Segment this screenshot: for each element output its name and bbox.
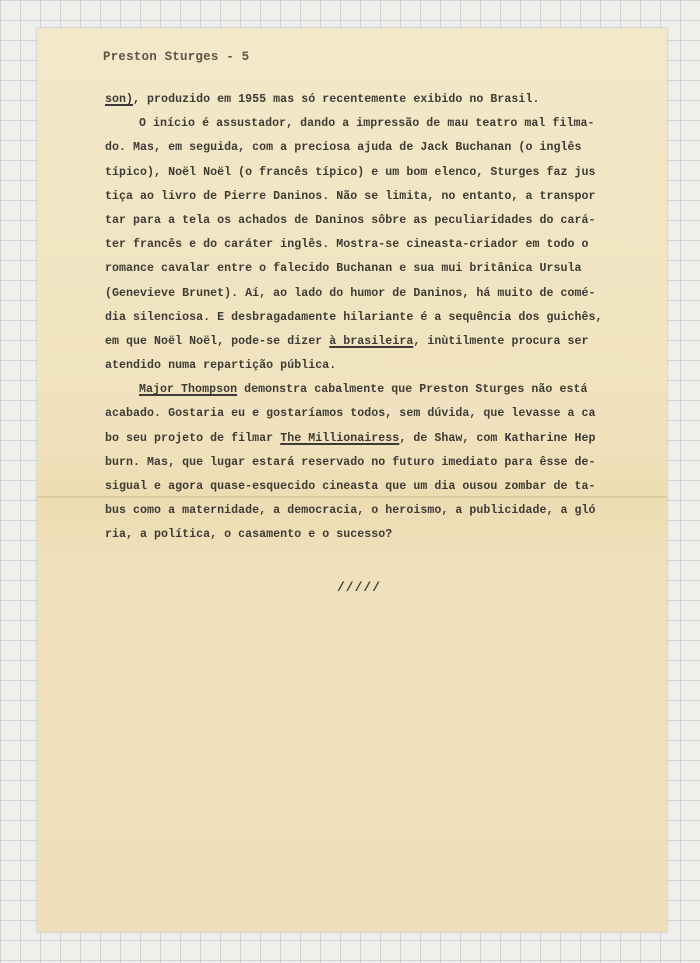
text-line [105, 306, 645, 330]
text-line [105, 257, 645, 281]
typewritten-page [37, 28, 667, 932]
text-line [105, 427, 645, 451]
text-line [105, 402, 645, 426]
text-line [105, 354, 645, 378]
text-line [105, 161, 645, 185]
end-mark: ///// [337, 580, 382, 595]
text-segment: burn. Mas, que lugar estará reservado no futuro imediato para êsse de- [105, 455, 596, 469]
text-segment: bo seu projeto de filmar [105, 431, 281, 445]
text-line [105, 475, 645, 499]
text-segment: ria, a política, o casamento e o sucesso? [105, 528, 393, 542]
text-segment: , inùtilmente procura ser [413, 334, 589, 348]
text-segment: dia silenciosa. E desbragadamente hilariante é a sequência dos guichês, [105, 310, 603, 324]
text-segment: tiça ao livro de Pierre Daninos. Não se limita, no entanto, a transpor [105, 189, 596, 203]
page-header: Preston Sturges - 5 [103, 50, 250, 64]
text-line [105, 233, 645, 257]
text-segment: sigual e agora quase-esquecido cineasta que um dia ousou zombar de ta- [105, 480, 596, 493]
text-segment: ter francês e do caráter inglês. Mostra-se cineasta-criador em todo o [105, 238, 589, 252]
text-line [105, 185, 645, 209]
text-line [105, 378, 645, 402]
text-line [105, 112, 645, 136]
text-segment: em que Noël Noël, pode-se dizer [105, 334, 330, 348]
text-segment: tar para a tela os achados de Daninos sôbre as peculiaridades do cará- [105, 213, 596, 227]
text-segment: demonstra cabalmente que Preston Sturges não está [237, 383, 588, 397]
text-line [105, 136, 645, 160]
text-segment: , produzido em 1955 mas só recentemente exibido no Brasil. [133, 93, 540, 106]
text-line [105, 209, 645, 233]
text-segment: , de Shaw, com Katharine Hep [399, 431, 596, 445]
text-segment: O início é assustador, dando a impressão de mau teatro mal filma- [139, 117, 595, 131]
underlined-text: à brasileira [329, 334, 414, 348]
text-segment: bus como a maternidade, a democracia, o heroismo, a publicidade, a gló [105, 504, 596, 518]
text-line [105, 330, 645, 354]
text-segment: típico), Noël Noël (o francês típico) e um bom elenco, Sturges faz jus [105, 165, 596, 179]
text-segment: romance cavalar entre o falecido Buchanan e sua mui britânica Ursula [105, 262, 582, 276]
text-line [105, 523, 645, 547]
text-segment: (Genevieve Brunet). Aí, ao lado do humor de Daninos, há muito de comé- [105, 286, 596, 300]
text-line [105, 282, 645, 306]
text-line [105, 451, 645, 475]
text-line [105, 88, 645, 112]
text-segment: acabado. Gostaria eu e gostaríamos todos, sem dúvida, que levasse a ca [105, 407, 596, 421]
text-segment: atendido numa repartição pública. [105, 359, 337, 373]
underlined-text: Major Thompson [139, 383, 238, 397]
underlined-text: son) [105, 93, 134, 106]
text-segment: do. Mas, em seguida, com a preciosa ajuda de Jack Buchanan (o inglês [105, 141, 582, 155]
underlined-text: The Millionairess [280, 431, 400, 445]
body-text [105, 88, 645, 548]
text-line [105, 499, 645, 523]
